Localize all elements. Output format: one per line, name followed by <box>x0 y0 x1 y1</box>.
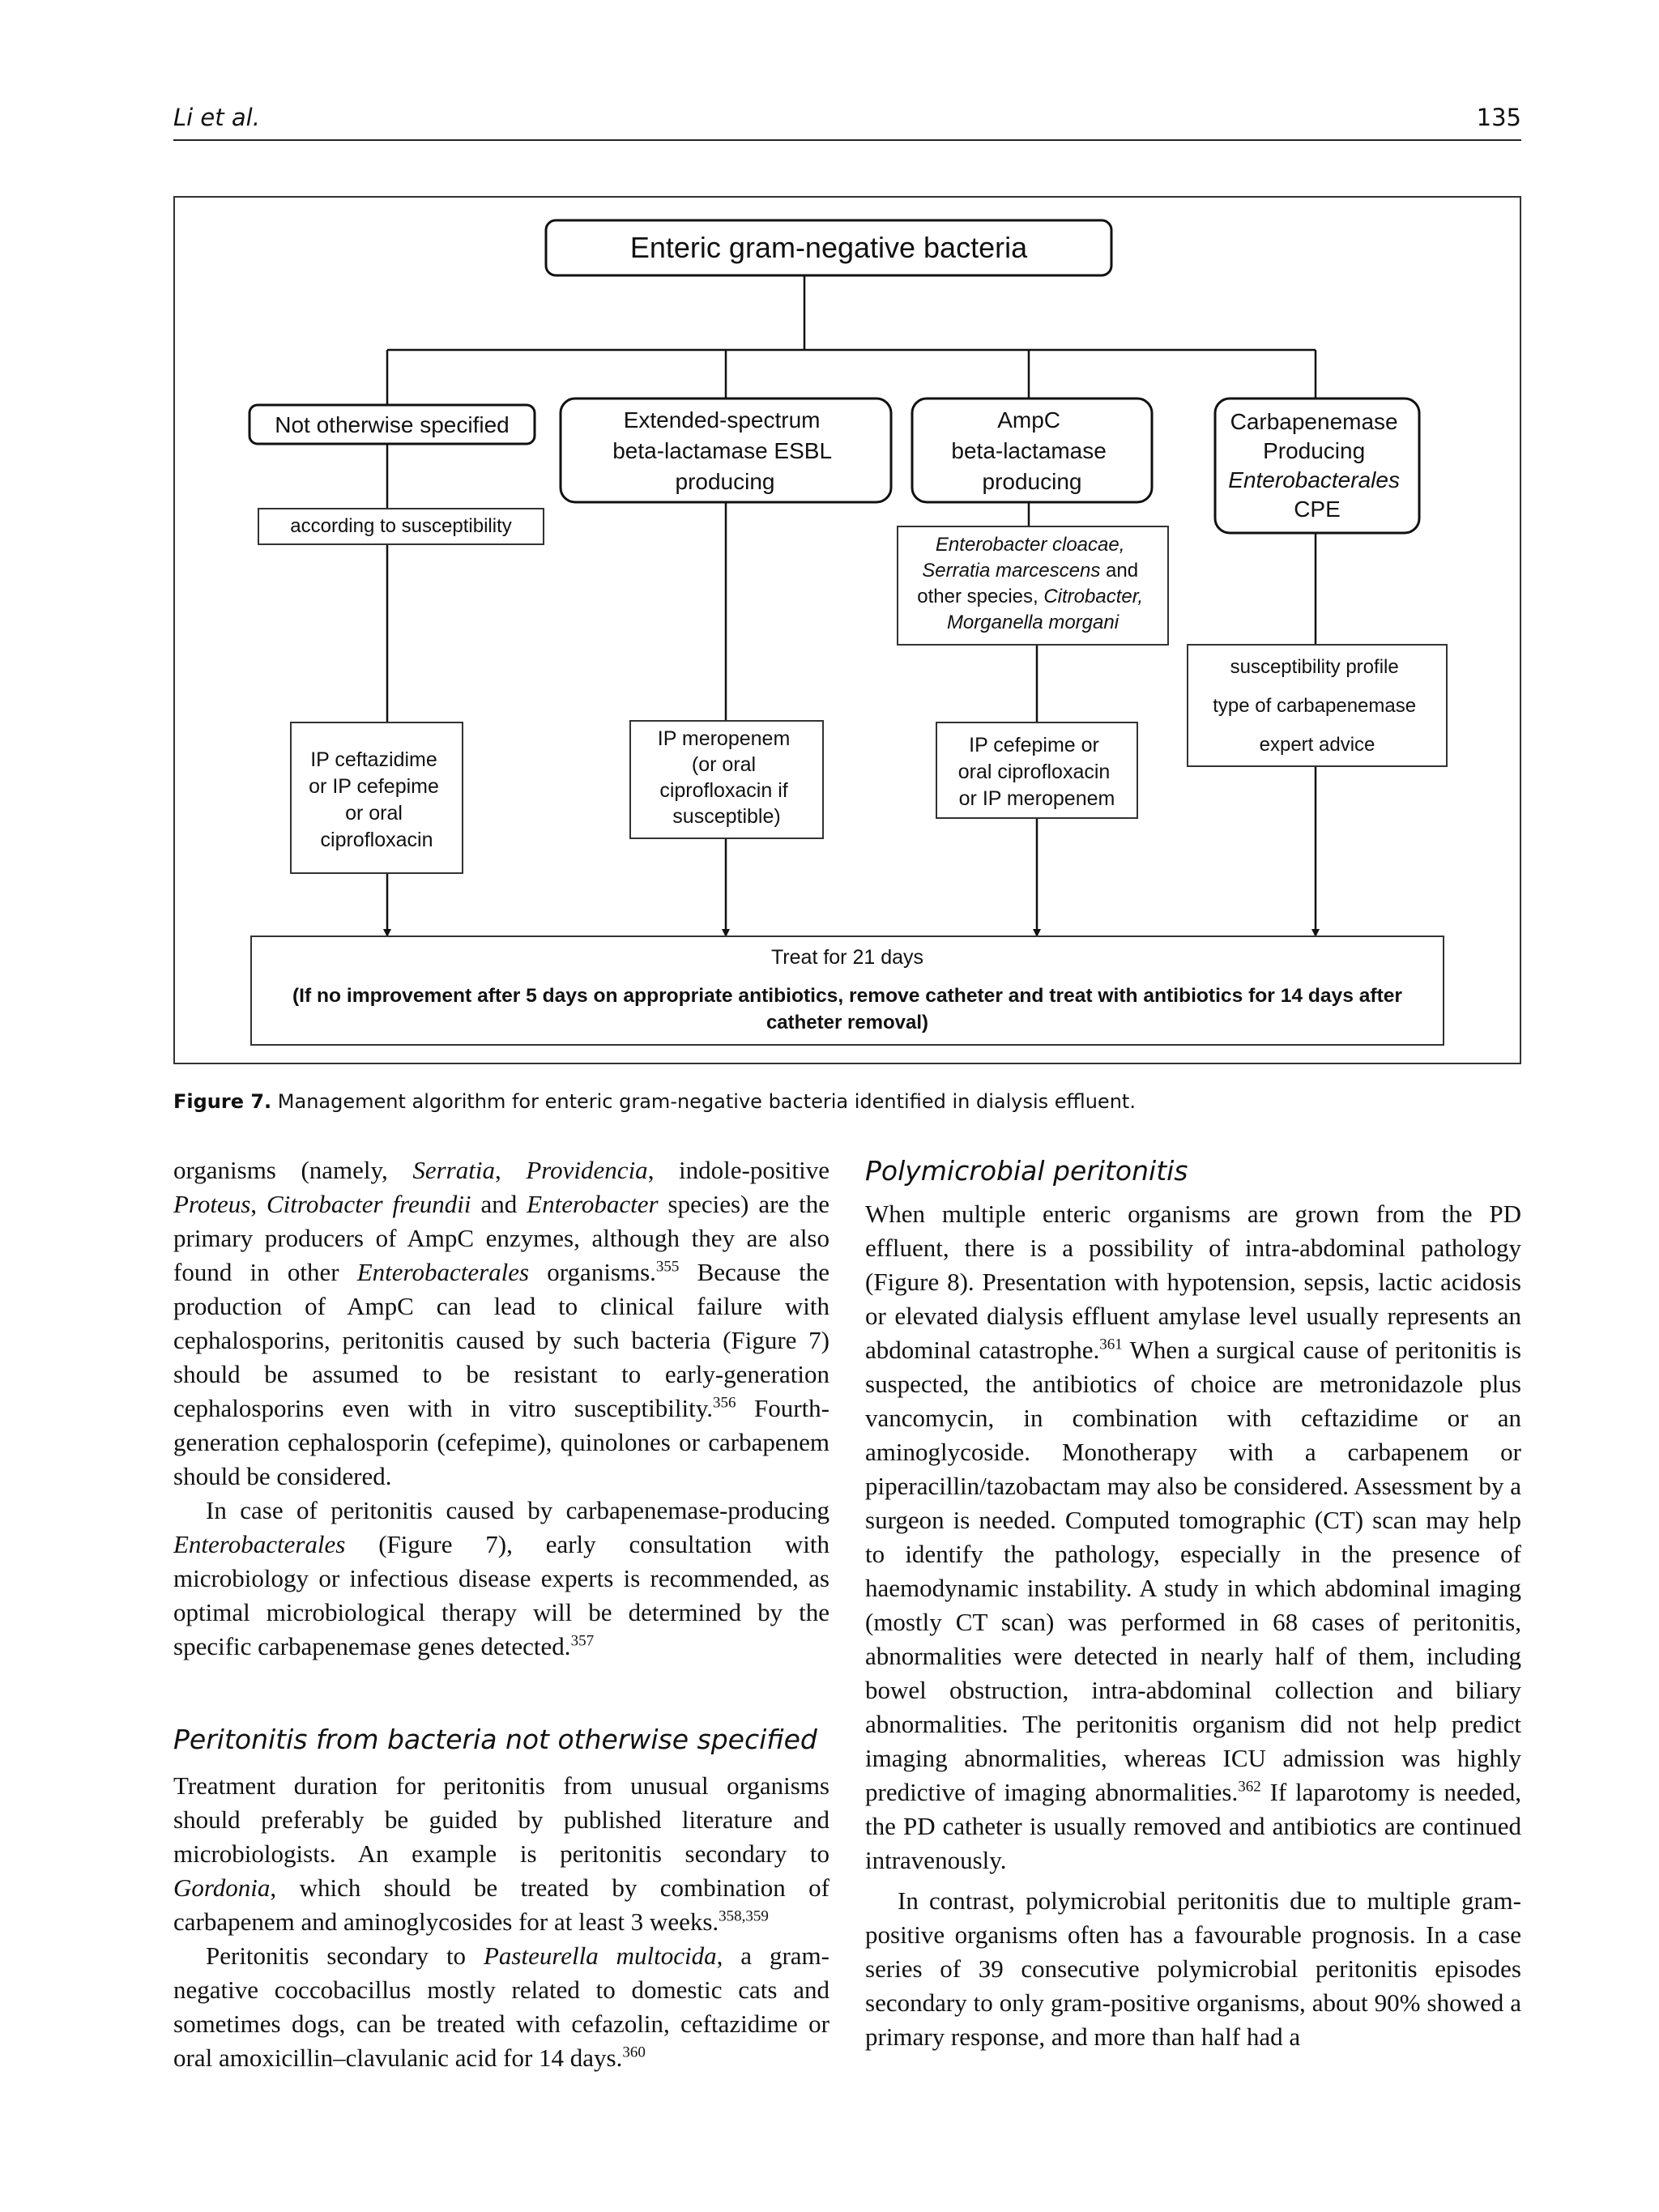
root-label: Enteric gram-negative bacteria <box>629 231 1028 264</box>
page-number: 135 <box>1476 104 1521 131</box>
figure-caption <box>173 1090 1521 1113</box>
right-column <box>865 1152 1521 2054</box>
branch1-treatment: IP ceftazidime or IP cefepime or oral ciprofloxacin <box>309 748 439 851</box>
left-paragraph-4: Peritonitis secondary to Pasteurella multocida, a gram-negative coccobacillus mostly related to domestic cats and sometimes dogs, can be treated with cefazolin, ceftazidime or oral amoxicillin–clavulanic acid for 14 days.$^{360}$ <box>173 1941 830 2072</box>
left-column <box>173 1153 830 2075</box>
running-head-author: Li et al. <box>173 104 260 131</box>
citation: 362 <box>1238 1778 1261 1796</box>
flowchart <box>0 0 1659 1077</box>
left-paragraph-1: organisms (namely, Serratia, Providencia, indole-positive Proteus, Citrobacter freundii and Enterobacter species) are the primary producers of AmpC enzymes, although they are also found in other Enterobacterales organisms.$^{355}$ Because the production of AmpC can lead to clinical failure with cephalosporins, peritonitis caused by such bacteria (Figure 7) should be assumed to be resistant to early-generation cephalosporins even with in vitro susceptibility.$^{356}$ Fourth-generation cephalosporin (cefepime), quinolones or carbapenem should be considered. <box>173 1156 830 1490</box>
bottom-line1: Treat for 21 days <box>770 946 924 969</box>
section-heading-polymicrobial: Polymicrobial peritonitis <box>865 1155 1188 1187</box>
citation: 360 <box>622 2044 646 2061</box>
citation: 357 <box>570 1632 595 1650</box>
citation: 356 <box>712 1394 736 1412</box>
branch3-treatment: IP cefepime or oral ciprofloxacin or IP meropenem <box>957 734 1115 810</box>
branch4-title: Carbapenemase Producing Enterobacterales CPE <box>1228 409 1400 522</box>
left-paragraph-2: In case of peritonitis caused by carbapenemase-producing Enterobacterales (Figure 7), early consultation with microbiology or infectious disease experts is recommended, as optimal microbiological therapy will be determined by the specific carbapenemase genes detected.$^{357}$ <box>173 1496 830 1660</box>
citation: 358,359 <box>719 1907 769 1925</box>
citation: 355 <box>655 1258 680 1276</box>
caption-label: Figure 7. <box>173 1090 272 1113</box>
branch4-notes: susceptibility profile type of carbapenemase expert advice <box>1213 656 1417 756</box>
branch2-title: Extended-spectrum beta-lactamase ESBL producing <box>612 407 831 494</box>
section-heading-nos: Peritonitis from bacteria not otherwise specified <box>173 1724 817 1755</box>
branch3-title: AmpC beta-lactamase producing <box>951 407 1107 494</box>
left-paragraph-3: Treatment duration for peritonitis from unusual organisms should preferably be guided by published literature and microbiologists. An example is peritonitis secondary to Gordonia, which should be treated by combination of carbapenem and aminoglycosides for at least 3 weeks.$^{358,359}$ <box>173 1771 830 1936</box>
right-paragraph-1: When multiple enteric organisms are grown from the PD effluent, there is a possibility of intra-abdominal pathology (Figure 8). Presentation with hypotension, sepsis, lactic acidosis or elevated dialysis effluent amylase level usually represents an abdominal catastrophe.$^{361}$ When a surgical cause of peritonitis is suspected, the antibiotics of choice are metronidazole plus vancomycin, in combination with ceftazidime or an aminoglycoside. Monotherapy with a carbapenem or piperacillin/tazobactam may also be considered. Assessment by a surgeon is needed. Computed tomographic (CT) scan may help to identify the pathology, especially in the presence of haemodynamic instability. A study in which abdominal imaging (mostly CT scan) was performed in 68 cases of peritonitis, abnormalities were detected in nearly half of them, including bowel obstruction, intra-abdominal collection and biliary abnormalities. The peritonitis organism did not help predict imaging abnormalities, whereas ICU admission was highly predictive of imaging abnormalities.$^{362}$ If laparotomy is needed, the PD catheter is usually removed and antibiotics are continued intravenously. <box>865 1200 1522 1874</box>
connectors <box>387 275 1316 936</box>
citation: 361 <box>1099 1336 1123 1353</box>
bottom-line3: catheter removal) <box>766 1012 929 1034</box>
branch1-note: according to susceptibility <box>290 515 512 537</box>
bottom-line2: (If no improvement after 5 days on appropriate antibiotics, remove catheter and treat with antibiotics for 14 days after <box>292 985 1402 1007</box>
branch1-title: Not otherwise specified <box>275 412 510 437</box>
right-paragraph-2: In contrast, polymicrobial peritonitis due to multiple gram-positive organisms often has a favourable prognosis. In a case series of 39 consecutive polymicrobial peritonitis episodes secondary to only gram-positive organisms, about 90% showed a primary response, and more than half had a <box>865 1886 1521 2051</box>
branch3-species: Enterobacter cloacae, Serratia marcescens and other species, Citrobacter, Morganella morgani <box>917 534 1144 633</box>
caption-text: Management algorithm for enteric gram-negative bacteria identified in dialysis effluent. <box>271 1090 1136 1113</box>
branch2-treatment: IP meropenem (or oral ciprofloxacin if susceptible) <box>657 727 791 828</box>
